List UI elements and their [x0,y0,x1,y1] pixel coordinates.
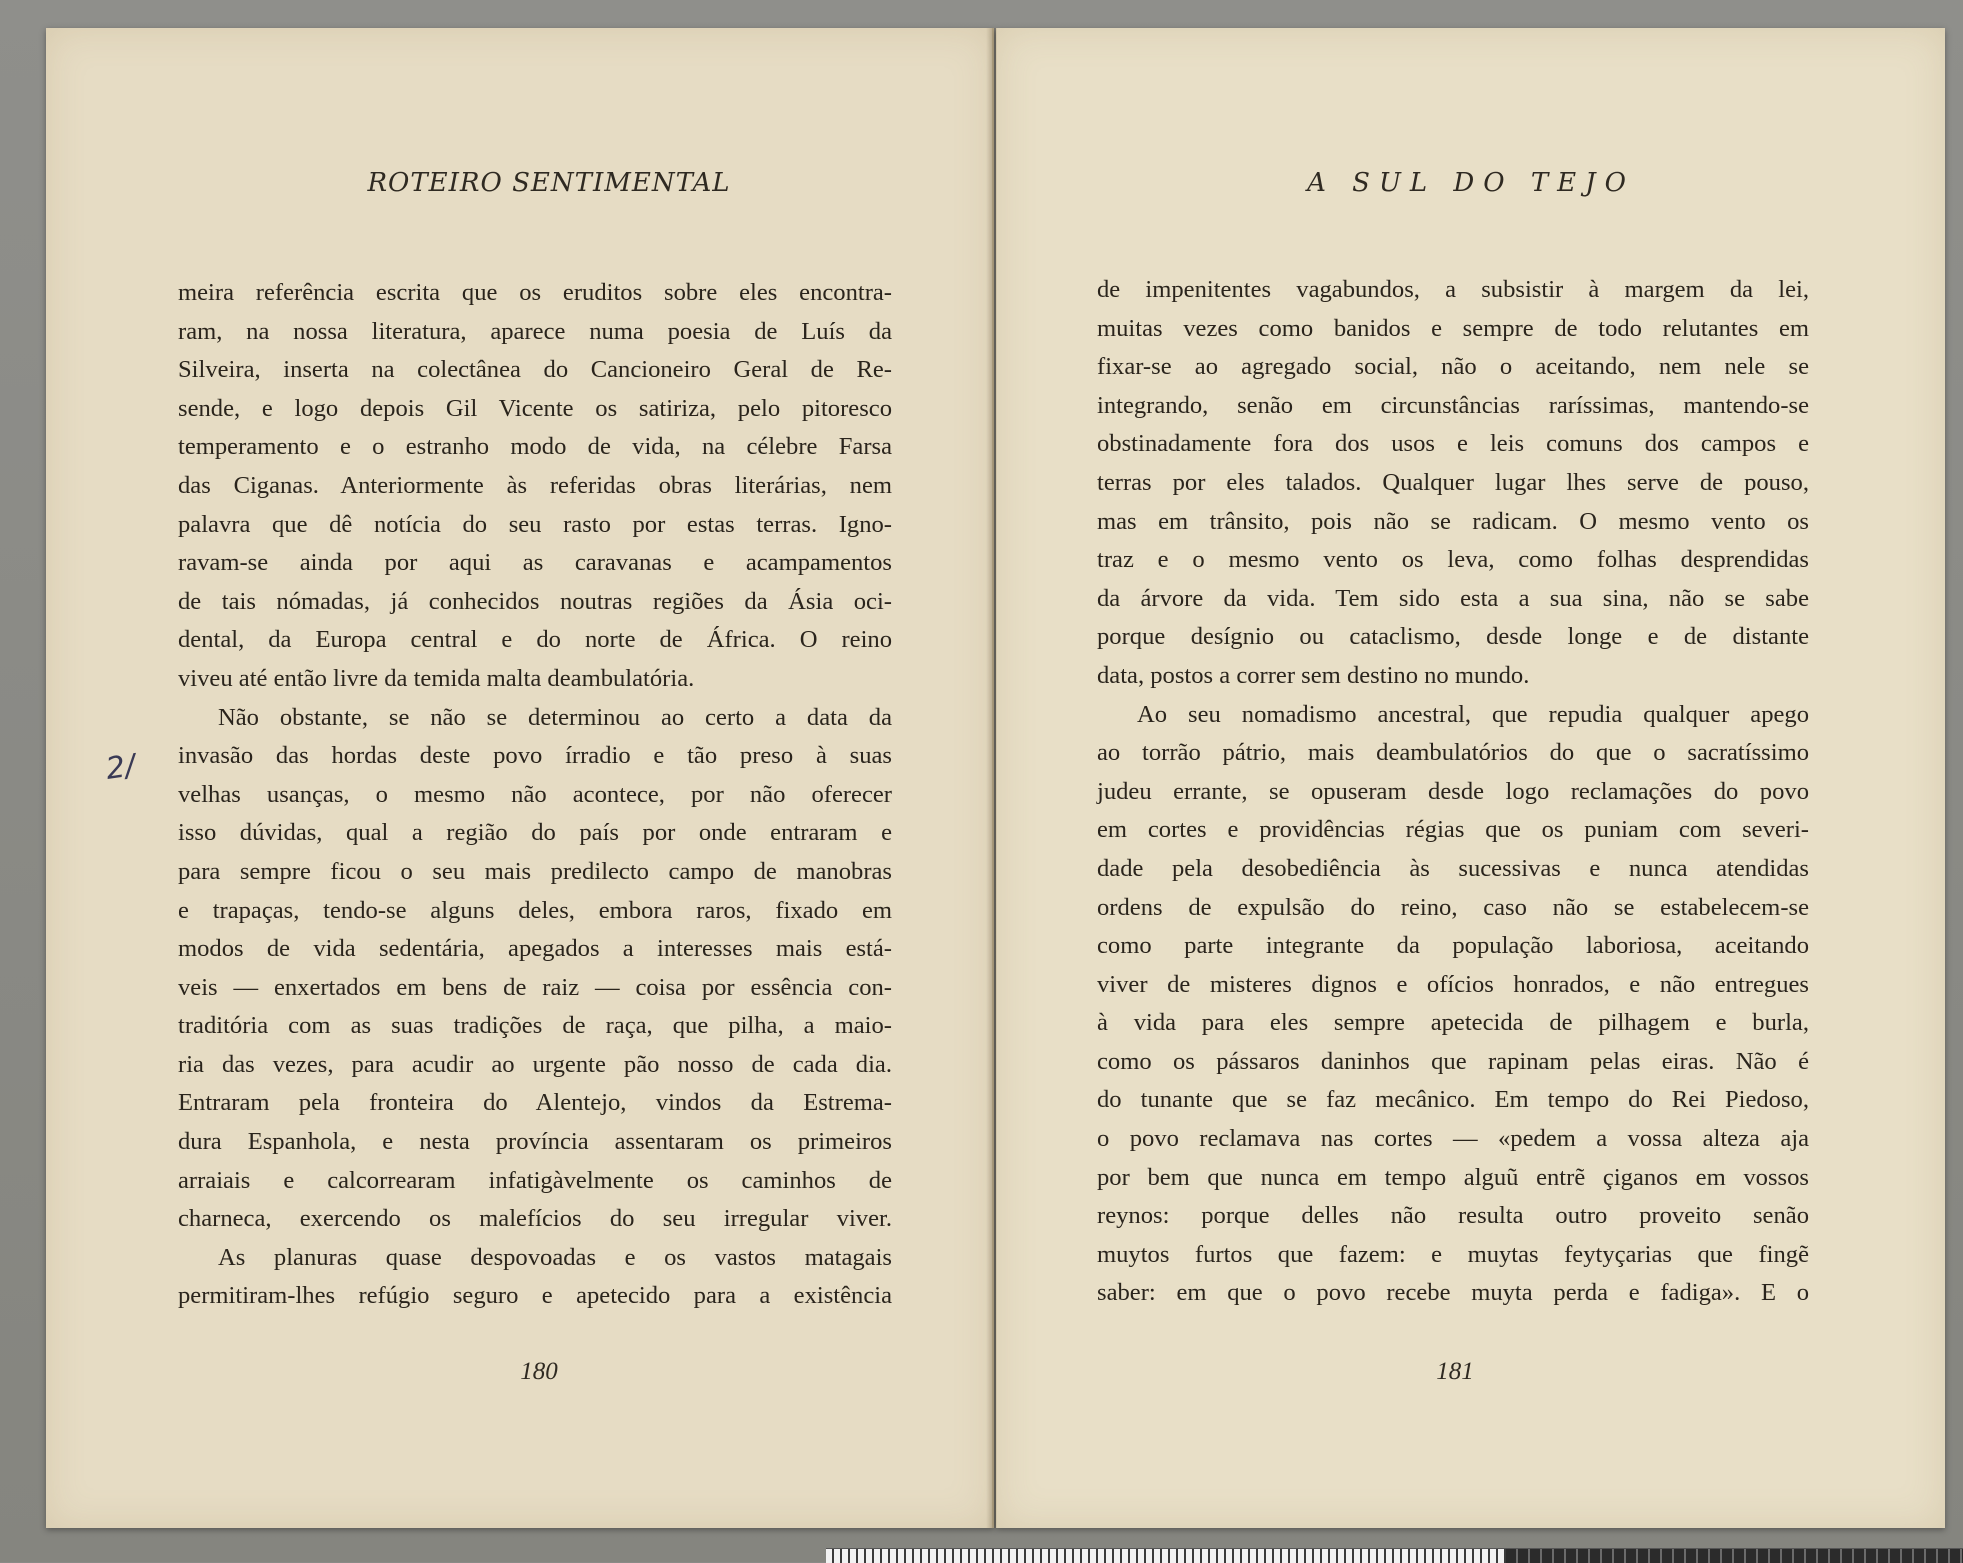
text-line: do tunante que se faz mecânico. Em tempo do Rei Piedoso, [1097,1086,1809,1114]
text-line: fixar-se ao agregado social, não o aceitando, nem nele se [1097,353,1809,381]
text-line: viver de misteres dignos e ofícios honrados, e não entregues [1097,970,1809,998]
text-line: charneca, exercendo os malefícios do seu irregular viver. [178,1205,892,1233]
text-line: como os pássaros daninhos que rapinam pelas eiras. Não é [1097,1047,1809,1075]
text-line: isso dúvidas, qual a região do país por onde entraram e [178,819,892,847]
text-line: e trapaças, tendo-se alguns deles, embora raros, fixado em [178,896,892,924]
text-line: meira referência escrita que os eruditos sobre eles encontra- [178,279,892,306]
text-line: modos de vida sedentária, apegados a interesses mais está- [178,935,892,963]
text-line: dental, da Europa central e do norte de África. O reino [178,626,892,654]
left-body-text [178,274,892,1316]
text-line: ordens de expulsão do reino, caso não se estabelecem-se [1097,893,1809,921]
text-line: terras por eles talados. Qualquer lugar lhes serve de pouso, [1097,468,1809,496]
text-line: muytos furtos que fazem: e muytas feytyçarias que fingẽ [1097,1240,1809,1268]
text-line: Silveira, inserta na colectânea do Cancioneiro Geral de Re- [178,356,892,384]
text-line: Entraram pela fronteira do Alentejo, vindos da Estrema- [178,1089,892,1117]
right-page-number: 181 [1436,1358,1474,1385]
text-line: viveu até então livre da temida malta deambulatória. [178,664,695,692]
text-line: ao torrão pátrio, mais deambulatórios do que o sacratíssimo [1097,739,1809,767]
text-line: por bem que nunca em tempo alguũ entrẽ çiganos em vossos [1097,1163,1809,1191]
right-body-text [1097,271,1809,1313]
text-line: mas em trânsito, pois não se radicam. O mesmo vento os [1097,507,1809,535]
text-line: de tais nómadas, já conhecidos noutras regiões da Ásia oci- [178,587,892,615]
text-line: palavra que dê notícia do seu rasto por estas terras. Igno- [178,510,892,538]
text-line: Não obstante, se não se determinou ao certo a data da [218,703,892,731]
text-line: veis — enxertados em bens de raiz — coisa por essência con- [178,973,892,1001]
text-line: sende, e logo depois Gil Vicente os satiriza, pelo pitoresco [178,394,892,422]
right-page [996,28,1945,1528]
text-line: arraiais e calcorrearam infatigàvelmente os caminhos de [178,1166,892,1194]
text-line: As planuras quase despovoadas e os vastos matagais [218,1243,892,1271]
text-line: reynos: porque delles não resulta outro proveito senão [1097,1202,1809,1230]
text-line: data, postos a correr sem destino no mundo. [1097,661,1530,689]
text-line: saber: em que o povo recebe muyta perda e fadiga». E o [1097,1279,1809,1307]
text-line: como parte integrante da população laboriosa, aceitando [1097,932,1809,960]
text-line: dade pela desobediência às sucessivas e nunca atendidas [1097,854,1809,882]
left-running-head: ROTEIRO SENTIMENTAL [367,168,731,198]
text-line: em cortes e providências régias que os puniam com severi- [1097,816,1809,844]
text-line: integrando, senão em circunstâncias raríssimas, mantendo-se [1097,391,1809,419]
handwritten-margin-note: 2/ [103,748,138,787]
text-line: o povo reclamava nas cortes — «pedem a vossa alteza aja [1097,1125,1809,1153]
text-line: porque desígnio ou cataclismo, desde longe e de distante [1097,623,1809,651]
text-line: muitas vezes como banidos e sempre de todo relutantes em [1097,314,1809,342]
text-line: à vida para eles sempre apetecida de pilhagem e burla, [1097,1009,1809,1037]
scale-bar-dark-segment [1506,1549,1963,1563]
text-line: das Ciganas. Anteriormente às referidas obras literárias, nem [178,471,892,499]
text-line: ram, na nossa literatura, aparece numa poesia de Luís da [178,317,892,345]
text-line: para sempre ficou o seu mais predilecto campo de manobras [178,857,892,885]
text-line: da árvore da vida. Tem sido esta a sua sina, não se sabe [1097,584,1809,612]
text-line: permitiram-lhes refúgio seguro e apetecido para a existência [178,1282,892,1310]
text-line: dura Espanhola, e nesta província assentaram os primeiros [178,1128,892,1156]
left-page [46,28,994,1528]
text-line: temperamento e o estranho modo de vida, na célebre Farsa [178,433,892,461]
text-line: traz e o mesmo vento os leva, como folhas desprendidas [1097,546,1809,574]
text-line: velhas usanças, o mesmo não acontece, por não oferecer [178,780,892,808]
text-line: ria das vezes, para acudir ao urgente pão nosso de cada dia. [178,1050,892,1078]
left-page-number: 180 [520,1358,558,1385]
right-running-head: A SUL DO TEJO [1307,168,1635,198]
text-line: de impenitentes vagabundos, a subsistir à margem da lei, [1097,276,1809,303]
text-line: Ao seu nomadismo ancestral, que repudia qualquer apego [1137,700,1809,728]
text-line: obstinadamente fora dos usos e leis comuns dos campos e [1097,430,1809,458]
text-line: invasão das hordas deste povo írradio e tão preso à suas [178,742,892,770]
text-line: ravam-se ainda por aqui as caravanas e acampamentos [178,549,892,577]
color-scale-bar [826,1548,1963,1563]
text-line: judeu errante, se opuseram desde logo reclamações do povo [1097,777,1809,805]
text-line: traditória com as suas tradições de raça, que pilha, a maio- [178,1012,892,1040]
